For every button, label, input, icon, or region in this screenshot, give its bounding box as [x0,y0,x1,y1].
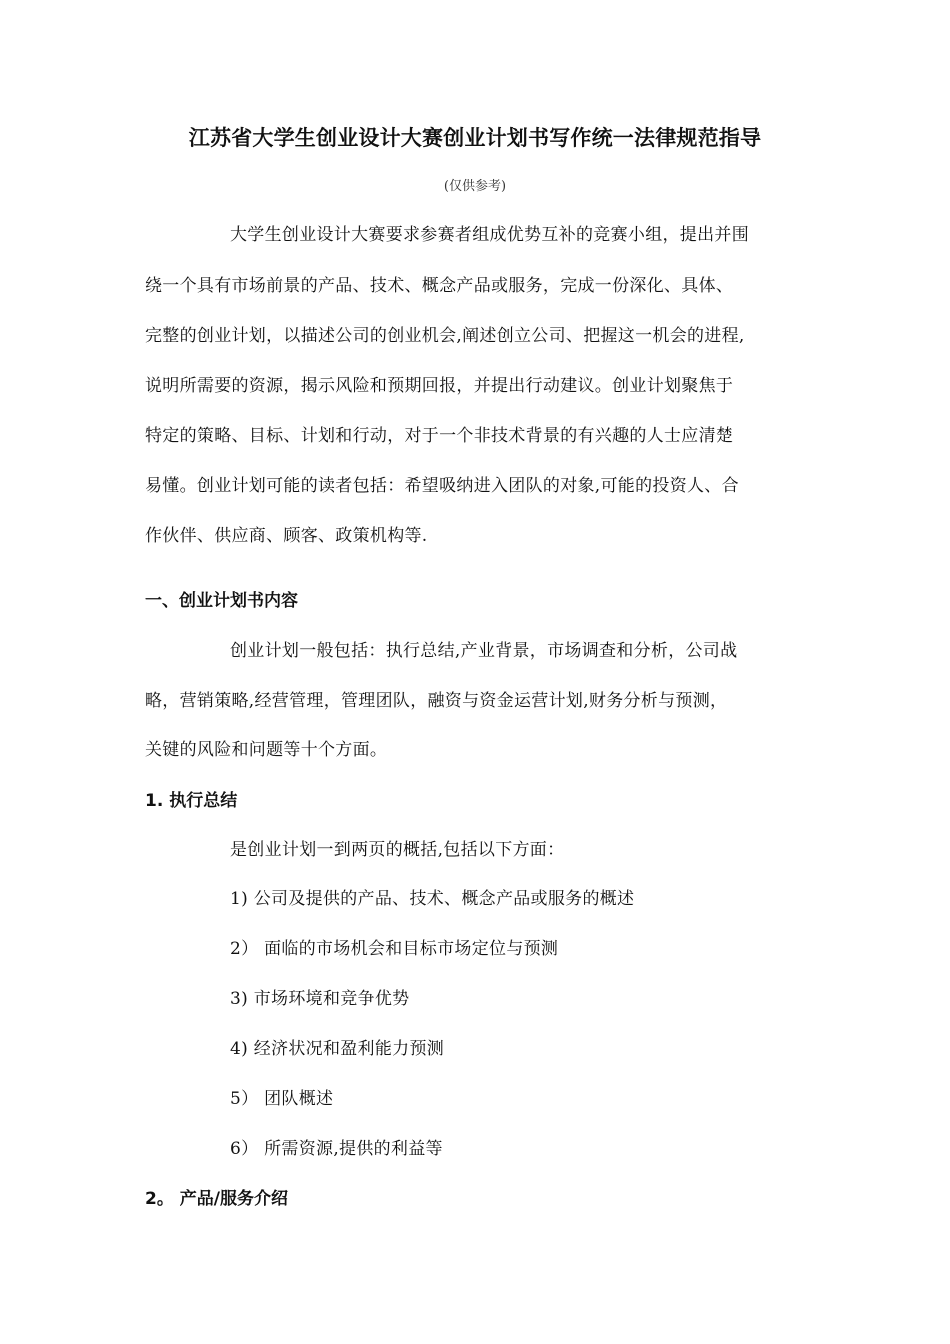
document-subtitle: (仅供参考) [443,179,507,194]
intro-line-4: 说明所需要的资源，揭示风险和预期回报，并提出行动建议。创业计划聚焦于 [145,376,734,396]
list-item: 4) 经济状况和盈利能力预测 [230,1039,445,1059]
intro-line-1: 大学生创业设计大赛要求参赛者组成优势互补的竞赛小组，提出并围 [230,225,749,245]
intro-line-6: 易懂。创业计划可能的读者包括：希望吸纳进入团队的对象,可能的投资人、合 [145,476,739,496]
list-item: 1) 公司及提供的产品、技术、概念产品或服务的概述 [230,889,635,909]
intro-line-2: 绕一个具有市场前景的产品、技术、概念产品或服务，完成一份深化、具体、 [145,276,734,296]
list-item: 6） 所需资源,提供的利益等 [230,1139,443,1159]
list-item: 3) 市场环境和竞争优势 [230,989,410,1009]
summary-intro: 是创业计划一到两页的概括,包括以下方面： [230,840,565,860]
intro-line-5: 特定的策略、目标、计划和行动，对于一个非技术背景的有兴趣的人士应清楚 [145,426,734,446]
subsection-heading-summary: 1. 执行总结 [145,791,238,811]
subsection-heading-product: 2。 产品/服务介绍 [145,1189,288,1209]
section1-line-3: 关键的风险和问题等十个方面。 [145,740,388,760]
intro-line-3: 完整的创业计划，以描述公司的创业机会,阐述创立公司、把握这一机会的进程, [145,326,745,346]
list-item: 5） 团队概述 [230,1089,334,1109]
document-title: 江苏省大学生创业设计大赛创业计划书写作统一法律规范指导 [188,126,762,150]
section1-line-1: 创业计划一般包括：执行总结,产业背景，市场调查和分析，公司战 [230,641,738,661]
section-heading-content: 一、创业计划书内容 [145,591,298,611]
section1-line-2: 略，营销策略,经营管理，管理团队，融资与资金运营计划,财务分析与预测， [145,691,728,711]
list-item: 2） 面临的市场机会和目标市场定位与预测 [230,939,559,959]
intro-line-7: 作伙伴、供应商、顾客、政策机构等. [145,526,428,546]
